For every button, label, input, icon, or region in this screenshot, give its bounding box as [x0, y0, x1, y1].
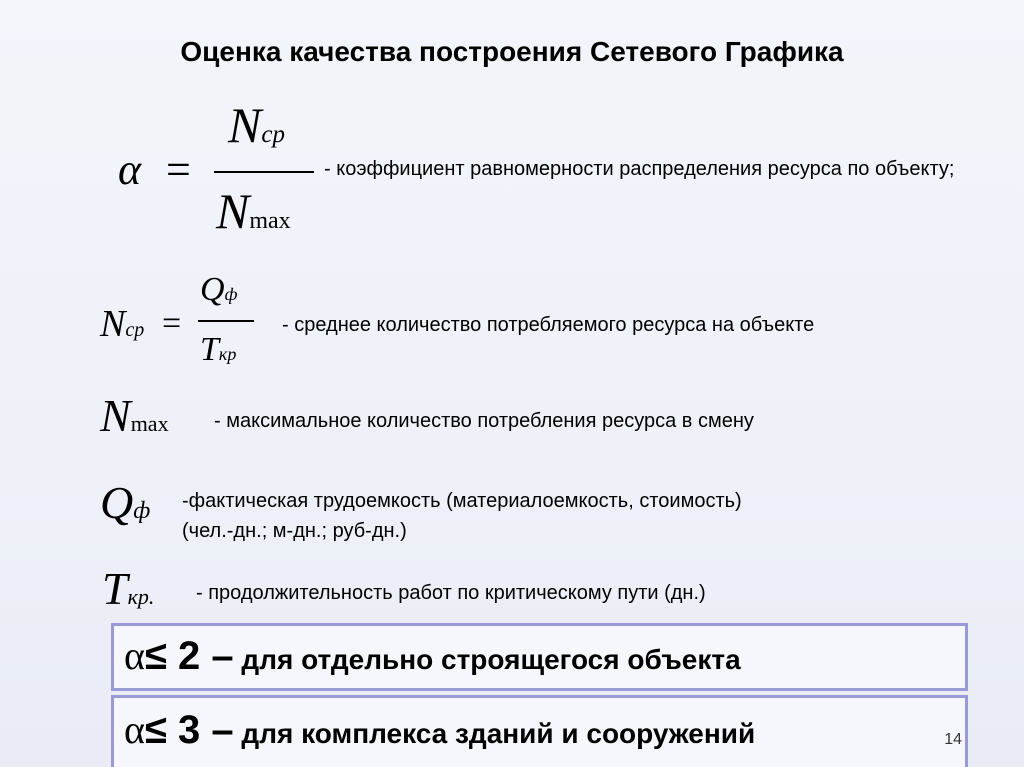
tkp-symbol: Tкр. — [102, 563, 155, 614]
ncp-equals: = — [162, 305, 182, 342]
ncp-description: - среднее количество потребляемого ресурса на объекте — [282, 314, 815, 336]
condition-box-single — [111, 623, 968, 691]
condition-operator: ≤ 3 – — [144, 708, 234, 752]
qf-symbol: Qф — [100, 477, 151, 528]
ncp-numerator: Qф — [200, 271, 238, 308]
condition-alpha-symbol: α — [124, 707, 145, 752]
ncp-fraction-bar — [198, 320, 254, 322]
alpha-denominator: Nmax — [216, 183, 291, 239]
nmax-symbol: Nmax — [100, 390, 169, 441]
tkp-description: - продолжительность работ по критическому пути (дн.) — [196, 582, 706, 604]
qf-description: -фактическая трудоемкость (материалоемкость, стоимость) (чел.-дн.; м-дн.; руб-дн.) — [182, 490, 742, 542]
alpha-equals: = — [166, 145, 191, 194]
alpha-numerator: Nср — [228, 97, 285, 153]
condition-box-complex — [111, 695, 968, 767]
condition-alpha-symbol: α — [124, 633, 145, 678]
ncp-lhs: Nср — [100, 303, 145, 345]
slide-title: Оценка качества построения Сетевого Графика — [180, 36, 844, 67]
alpha-description: - коэффициент равномерности распределения ресурса по объекту; — [324, 158, 955, 180]
alpha-symbol: α — [118, 145, 142, 194]
condition-operator: ≤ 2 – — [144, 634, 234, 678]
page-number: 14 — [944, 731, 962, 748]
alpha-fraction-bar — [214, 171, 314, 173]
condition-text: для отдельно строящегося объекта — [241, 644, 741, 675]
ncp-denominator: Tкр — [200, 331, 237, 368]
condition-text: для комплекса зданий и сооружений — [241, 718, 756, 749]
nmax-description: - максимальное количество потребления ресурса в смену — [214, 410, 754, 432]
